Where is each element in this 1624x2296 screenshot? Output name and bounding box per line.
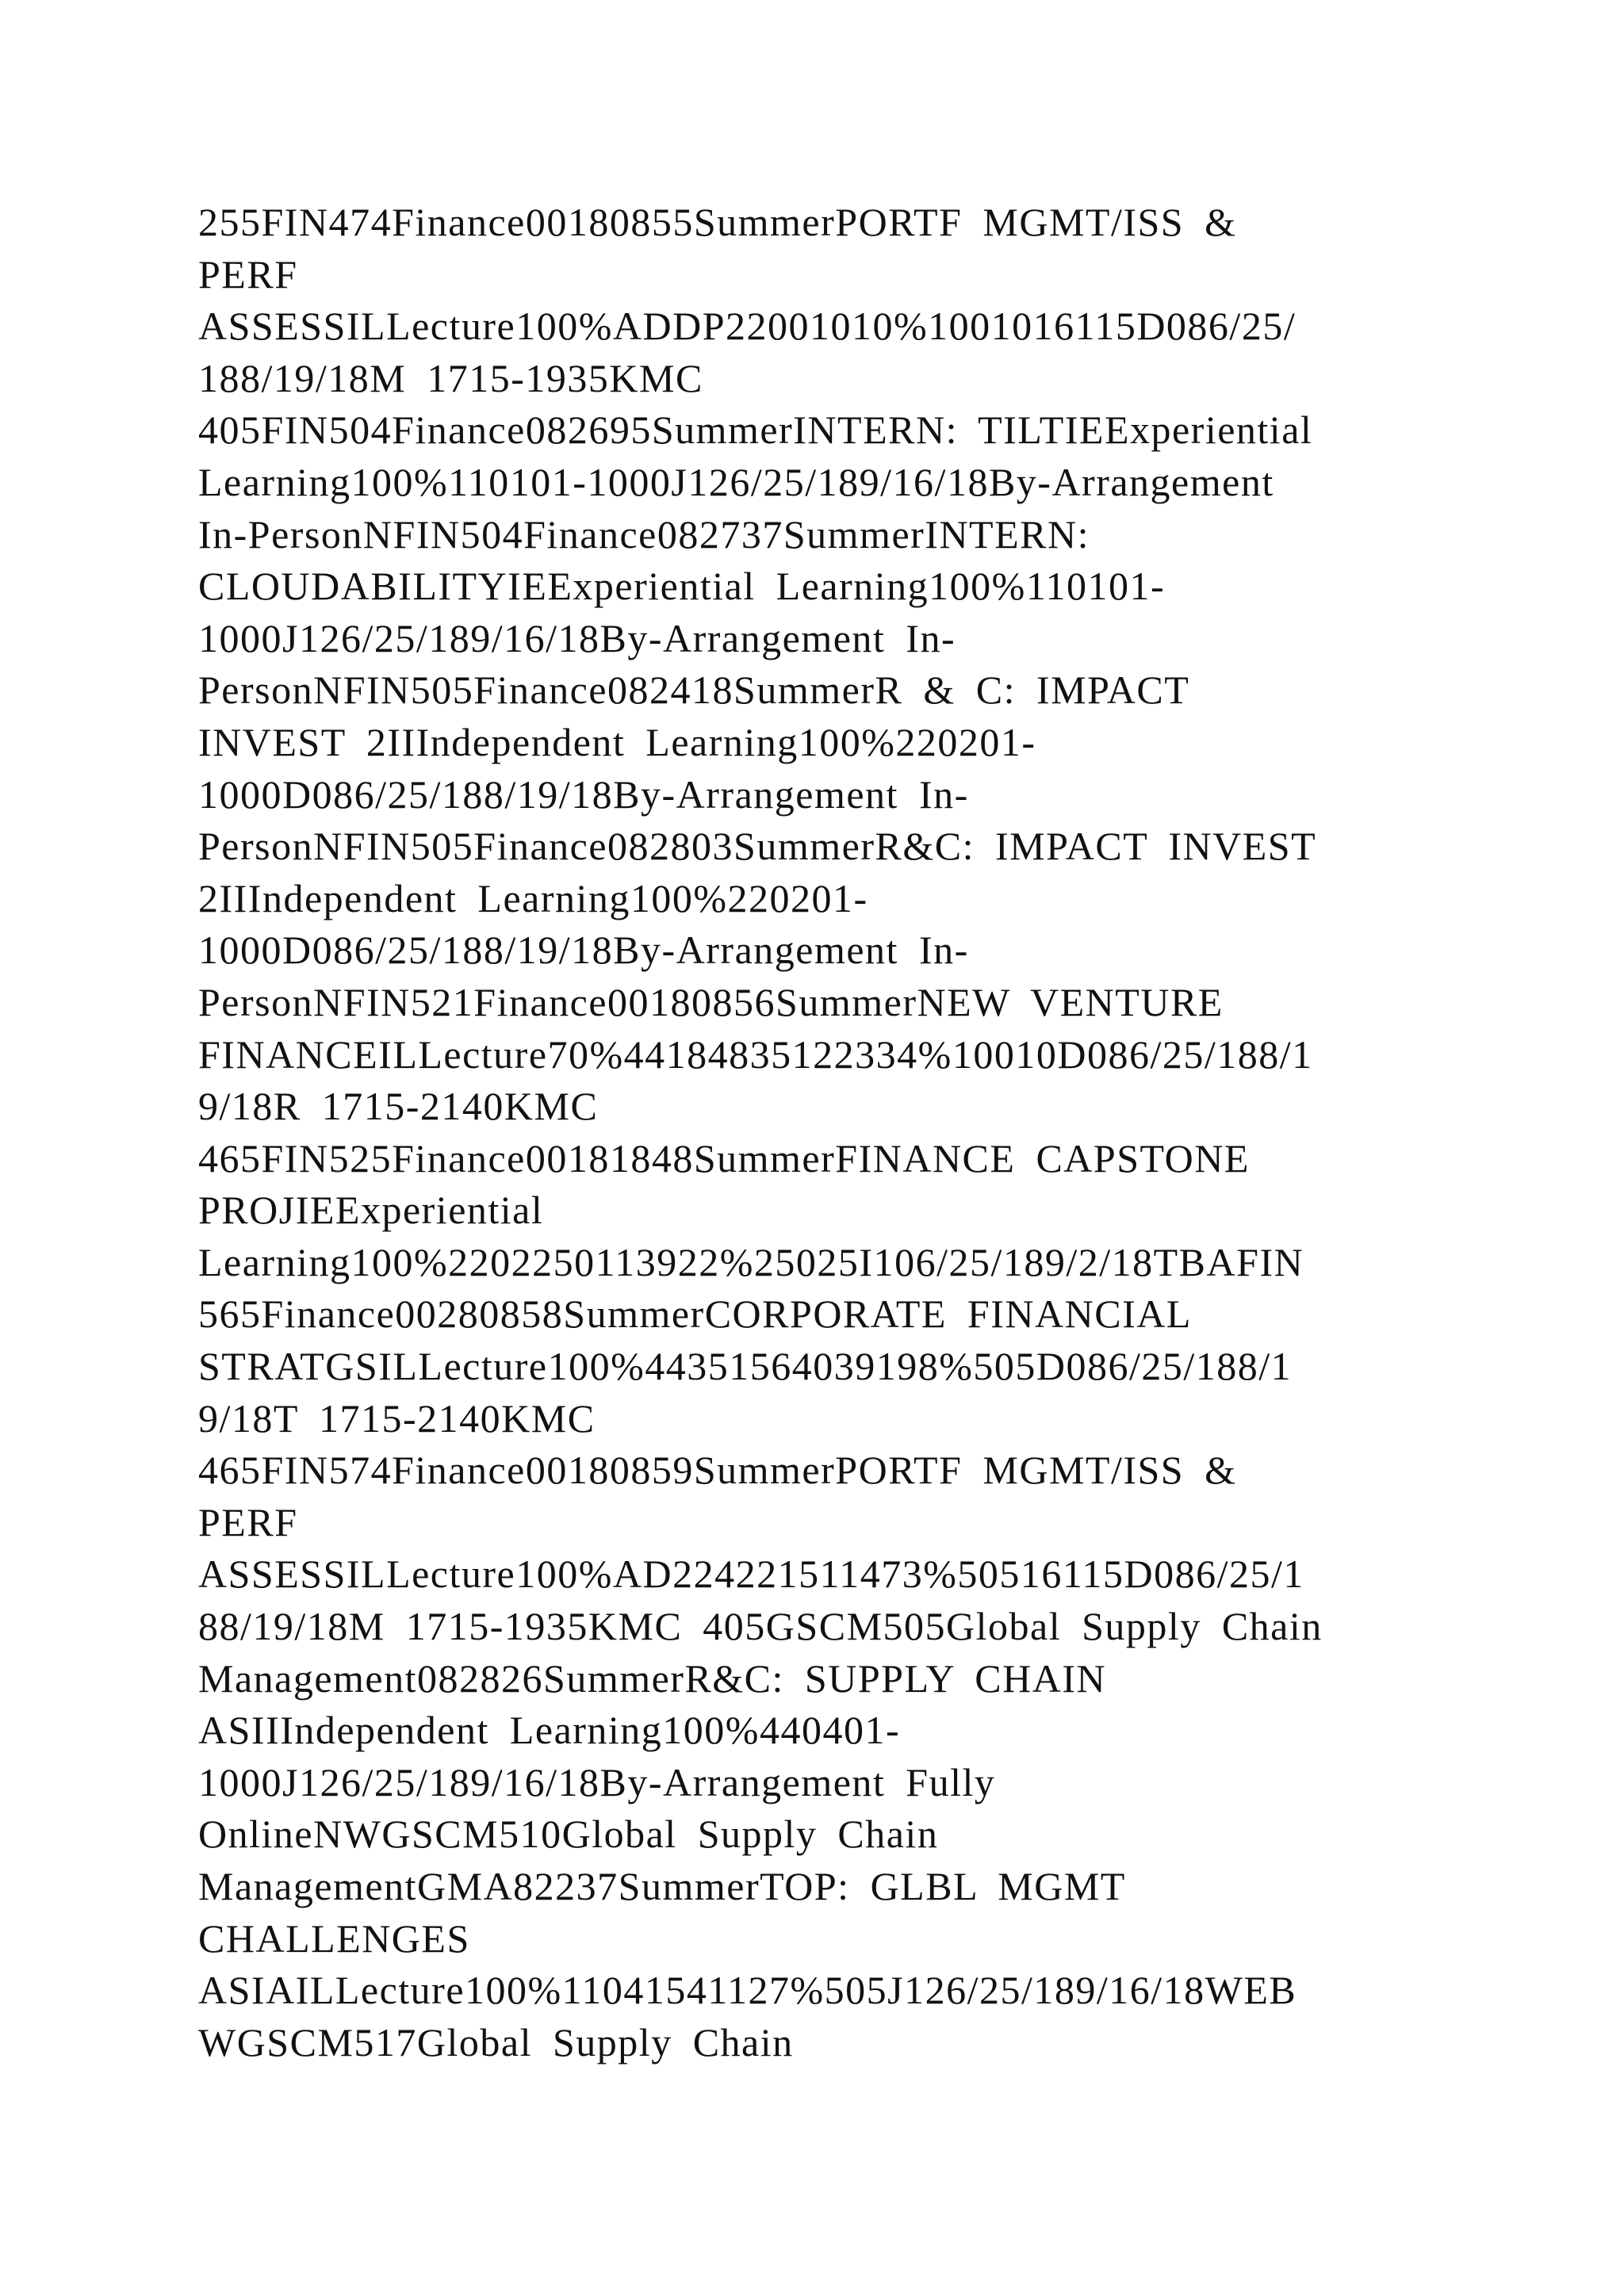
text-line: PERF [198,1499,298,1544]
text-line: 2IIIndependent Learning100%220201- [198,875,868,920]
text-line: PROJIEExperiential [198,1188,544,1233]
text-line: In-PersonNFIN504Finance082737SummerINTERN: [198,511,1090,557]
text-line: 88/19/18M 1715-1935KMC 405GSCM505Global Supply Chain [198,1604,1323,1649]
text-line: 9/18T 1715-2140KMC [198,1395,596,1441]
text-line: PersonNFIN505Finance082418SummerR & C: IMPACT [198,668,1190,713]
text-line: Learning100%110101-1000J126/25/189/16/18By-Arrangement [198,459,1274,504]
text-line: WGSCM517Global Supply Chain [198,2019,794,2064]
text-line: FINANCEILLecture70%44184835122334%10010D086/25/188/1 [198,1031,1313,1077]
text-line: 565Finance00280858SummerCORPORATE FINANCIAL [198,1292,1192,1337]
text-line: ASSESSILLecture100%AD224221511473%50516115D086/25/1 [198,1552,1304,1597]
text-line: PersonNFIN521Finance00180856SummerNEW VENTURE [198,979,1224,1024]
text-line: 255FIN474Finance00180855SummerPORTF MGMT/ISS & [198,200,1237,244]
text-line: OnlineNWGSCM510Global Supply Chain [198,1812,939,1857]
text-line: 9/18R 1715-2140KMC [198,1084,599,1129]
text-line: ASIAILLecture100%11041541127%505J126/25/189/16/18WEB [198,1968,1297,2013]
text-line: STRATGSILLecture100%44351564039198%505D086/25/188/1 [198,1344,1293,1389]
text-line: 465FIN525Finance00181848SummerFINANCE CAPSTONE [198,1135,1250,1181]
text-line: Learning100%2202250113922%25025I106/25/189/2/18TBAFIN [198,1239,1304,1284]
text-line: 1000D086/25/188/19/18By-Arrangement In- [198,771,969,817]
text-line: 405FIN504Finance082695SummerINTERN: TILTIEExperiential [198,408,1313,453]
course-schedule-text [198,197,1451,2068]
text-line: CHALLENGES [198,1915,470,1961]
text-line: 1000J126/25/189/16/18By-Arrangement Fully [198,1759,996,1804]
text-line: ManagementGMA82237SummerTOP: GLBL MGMT [198,1864,1126,1908]
text-line: PERF [198,251,298,297]
text-line: 188/19/18M 1715-1935KMC [198,355,703,400]
text-line: Management082826SummerR&C: SUPPLY CHAIN [198,1655,1107,1701]
text-line: CLOUDABILITYIEExperiential Learning100%110101- [198,564,1166,609]
text-line: INVEST 2IIIndependent Learning100%220201- [198,719,1036,764]
text-line: 1000J126/25/189/16/18By-Arrangement In- [198,615,956,660]
text-line: ASSESSILLecture100%ADDP22001010%1001016115D086/25/ [198,304,1297,349]
text-line: ASIIIndependent Learning100%440401- [198,1708,901,1753]
text-line: 465FIN574Finance00180859SummerPORTF MGMT/ISS & [198,1448,1237,1493]
text-line: PersonNFIN505Finance082803SummerR&C: IMPACT INVEST [198,824,1317,869]
text-line: 1000D086/25/188/19/18By-Arrangement In- [198,928,969,973]
